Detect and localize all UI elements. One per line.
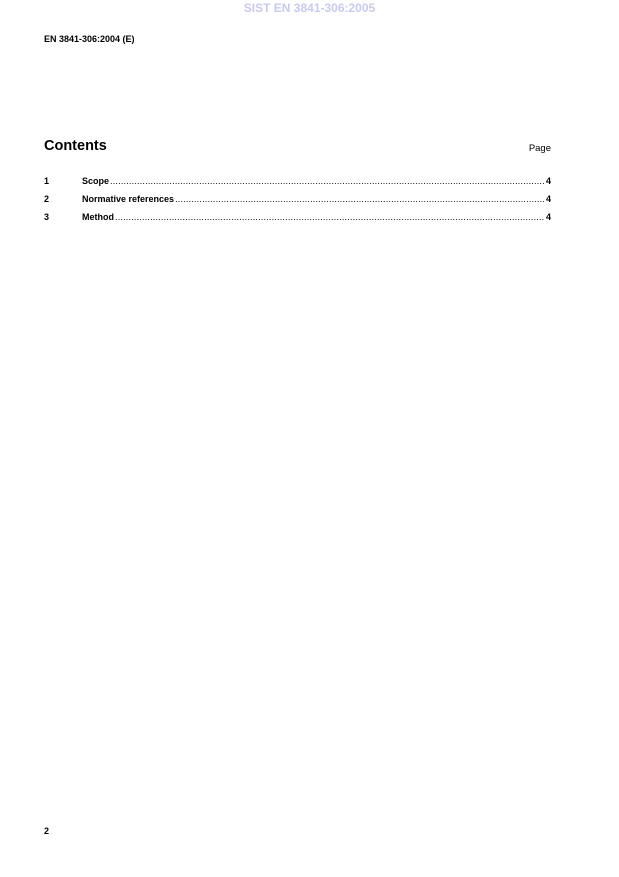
toc-page: 4 [545, 194, 551, 204]
toc-title: Method [82, 212, 114, 222]
toc-entry[interactable] [44, 212, 551, 230]
toc-number: 2 [44, 194, 50, 204]
toc-page: 4 [545, 212, 551, 222]
toc-page: 4 [545, 176, 551, 186]
contents-title: Contents [44, 138, 107, 154]
page-number: 2 [44, 826, 50, 836]
toc-leader [110, 176, 545, 186]
watermark: SIST EN 3841-306:2005 [243, 1, 376, 15]
toc-title: Scope [82, 176, 110, 186]
toc-number: 1 [44, 176, 50, 186]
toc-entry[interactable] [44, 176, 551, 194]
toc-title: Normative references [82, 194, 175, 204]
toc-leader [175, 194, 545, 204]
page-column-label: Page [528, 143, 551, 154]
table-of-contents [44, 176, 551, 230]
document-header: EN 3841-306:2004 (E) [44, 34, 135, 44]
toc-leader [115, 212, 545, 222]
toc-number: 3 [44, 212, 50, 222]
toc-entry[interactable] [44, 194, 551, 212]
